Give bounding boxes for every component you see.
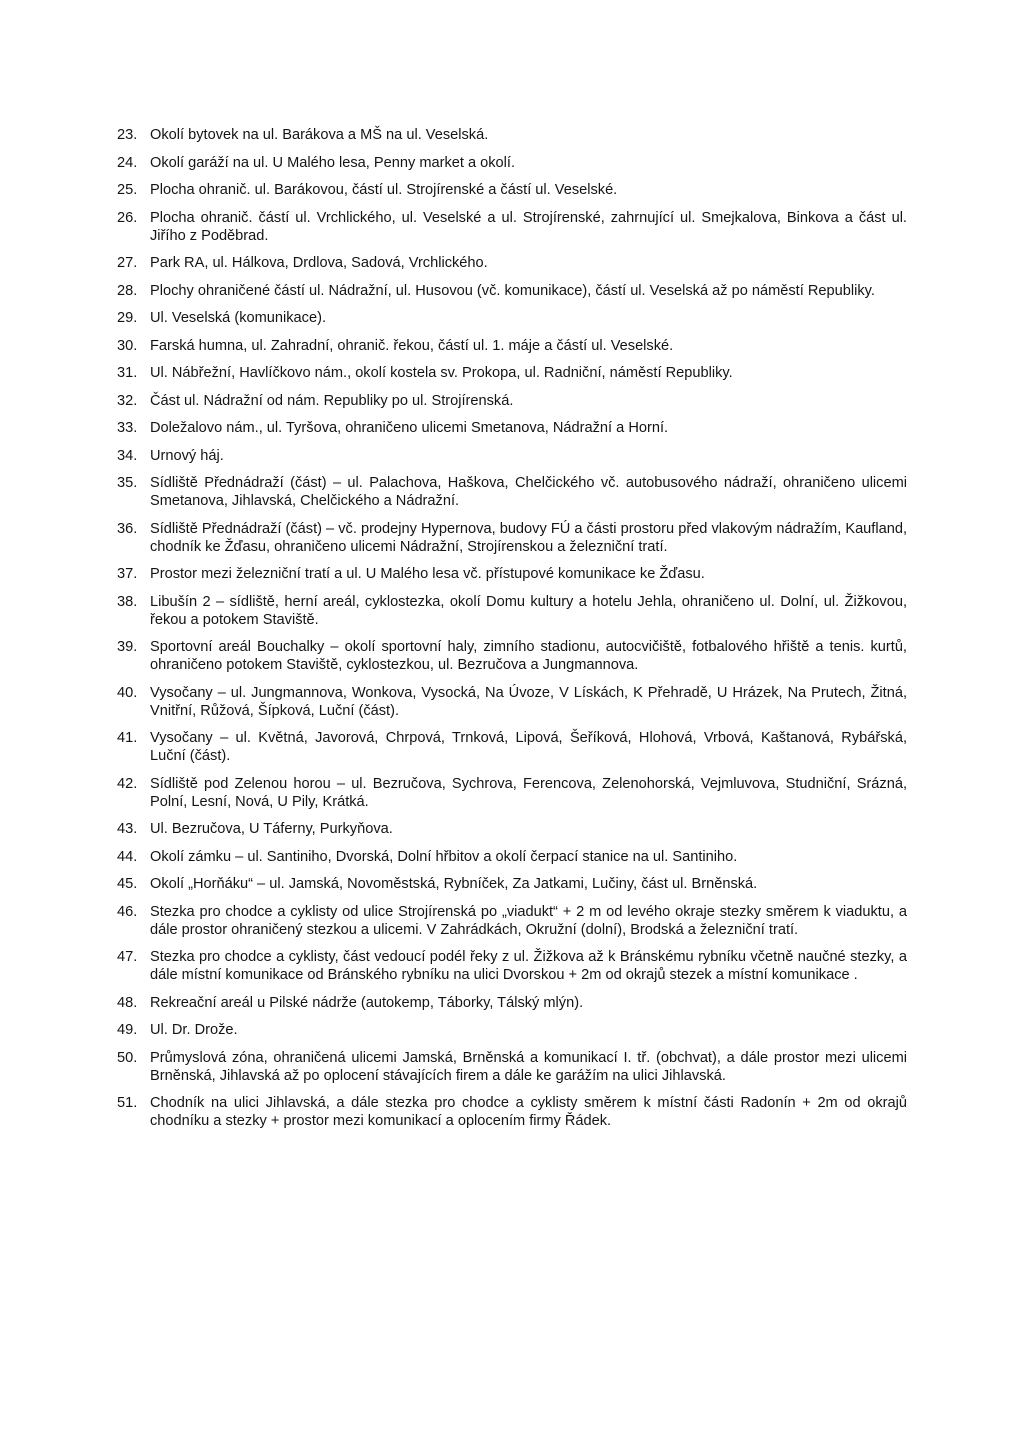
item-number: 38. — [117, 593, 138, 610]
item-number: 48. — [117, 994, 138, 1011]
item-number: 24. — [117, 154, 138, 171]
list-item — [117, 126, 907, 144]
list-item — [117, 994, 907, 1012]
item-number: 35. — [117, 475, 138, 491]
item-text: Ul. Bezručova, U Táferny, Purkyňova. — [150, 821, 393, 837]
item-text: Vysočany – ul. Květná, Javorová, Chrpová, Trnková, Lipová, Šeříková, Hlohová, Vrbová, Kaštanová, Rybářská, Luční (část). — [150, 730, 907, 764]
item-text: Sídliště pod Zelenou horou – ul. Bezručova, Sychrova, Ferencova, Zelenohorská, Vejmluvova, Studniční, Srázná, Polní, Lesní, Nová, U Pily, Krátká. — [150, 775, 907, 810]
item-text: Okolí „Horňáku“ – ul. Jamská, Novoměstská, Rybníček, Za Jatkami, Lučiny, část ul. Brněnská. — [150, 876, 758, 892]
item-text: Prostor mezi železniční tratí a ul. U Malého lesa vč. přístupové komunikace ke Žďasu. — [150, 566, 705, 582]
list-item — [117, 254, 907, 272]
list-item — [117, 729, 907, 765]
list-item — [117, 948, 907, 984]
item-text: Okolí garáží na ul. U Malého lesa, Penny market a okolí. — [150, 154, 516, 171]
item-text: Ul. Nábřežní, Havlíčkovo nám., okolí kostela sv. Prokopa, ul. Radniční, náměstí Republiky. — [150, 365, 733, 381]
list-item — [117, 337, 907, 355]
item-text: Plochy ohraničené částí ul. Nádražní, ul. Husovou (vč. komunikace), částí ul. Veselská až po náměstí Republiky. — [150, 282, 875, 299]
list-item — [117, 309, 907, 327]
item-text: Plocha ohranič. částí ul. Vrchlického, ul. Veselské a ul. Strojírenské, zahrnující ul. Smejkalova, Binkova a část ul. Jiřího z Poděbrad. — [150, 209, 907, 244]
item-number: 33. — [117, 420, 138, 436]
item-number: 49. — [117, 1022, 138, 1038]
item-number: 44. — [117, 848, 138, 865]
item-number: 31. — [117, 365, 138, 381]
item-number: 47. — [117, 949, 138, 965]
list-item — [117, 875, 907, 893]
item-number: 41. — [117, 730, 138, 746]
item-text: Vysočany – ul. Jungmannova, Wonkova, Vysocká, Na Úvoze, V Lískách, K Přehradě, U Hrázek, Na Prutech, Žitná, Vnitřní, Růžová, Šípková, Luční (část). — [150, 684, 907, 719]
item-number: 46. — [117, 903, 138, 920]
item-number: 28. — [117, 282, 138, 299]
item-number: 40. — [117, 684, 138, 701]
list-item — [117, 154, 907, 172]
list-item — [117, 447, 907, 465]
list-item — [117, 1094, 907, 1130]
list-item — [117, 364, 907, 382]
list-item — [117, 209, 907, 245]
item-number: 37. — [117, 566, 138, 582]
item-number: 27. — [117, 255, 138, 271]
list-item — [117, 520, 907, 556]
list-item — [117, 474, 907, 510]
item-text: Urnový háj. — [150, 447, 224, 464]
item-number: 23. — [117, 127, 138, 143]
item-text: Park RA, ul. Hálkova, Drdlova, Sadová, Vrchlického. — [150, 255, 488, 271]
item-number: 30. — [117, 337, 138, 354]
list-item — [117, 565, 907, 583]
item-text: Sídliště Přednádraží (část) – ul. Palachova, Haškova, Chelčického vč. autobusového nádraží, ohraničeno ulicemi Smetanova, Jihlavská, Chelčického a Nádražní. — [150, 475, 907, 509]
item-number: 42. — [117, 775, 138, 792]
item-number: 50. — [117, 1049, 138, 1066]
item-number: 32. — [117, 392, 138, 409]
item-number: 25. — [117, 182, 138, 198]
list-item — [117, 820, 907, 838]
item-number: 45. — [117, 876, 138, 892]
list-item — [117, 282, 907, 300]
item-text: Okolí bytovek na ul. Barákova a MŠ na ul. Veselská. — [150, 127, 489, 143]
item-number: 43. — [117, 821, 138, 837]
item-text: Rekreační areál u Pilské nádrže (autokemp, Táborky, Tálský mlýn). — [150, 994, 584, 1011]
list-item — [117, 1021, 907, 1039]
list-item — [117, 684, 907, 720]
item-text: Doležalovo nám., ul. Tyršova, ohraničeno ulicemi Smetanova, Nádražní a Horní. — [150, 420, 669, 436]
item-text: Stezka pro chodce a cyklisty od ulice Strojírenská po „viadukt“ + 2 m od levého okraje stezky směrem k viaduktu, a dále prostor ohraničený stezkou a ulicemi. V Zahrádkách, Okružní (dolní), Brodská a železniční tratí. — [150, 903, 907, 938]
item-text: Sportovní areál Bouchalky – okolí sportovní haly, zimního stadionu, autocvičiště, fotbalového hřiště a tenis. kurtů, ohraničeno potokem Staviště, cyklostezkou, ul. Bezručova a Jungmannova. — [150, 639, 907, 673]
item-number: 36. — [117, 520, 138, 537]
item-text: Ul. Dr. Drože. — [150, 1022, 238, 1038]
list-item — [117, 775, 907, 811]
item-text: Ul. Veselská (komunikace). — [150, 310, 327, 326]
item-text: Chodník na ulici Jihlavská, a dále stezka pro chodce a cyklisty směrem k místní části Radonín + 2m od okrajů chodníku a stezky + prostor mezi komunikací a oplocením firmy Řádek. — [150, 1095, 907, 1129]
item-text: Sídliště Přednádraží (část) – vč. prodejny Hypernova, budovy FÚ a části prostoru před vlakovým nádražím, Kaufland, chodník ke Žďasu, ohraničeno ulicemi Nádražní, Strojírenskou a železniční tratí. — [150, 520, 907, 555]
item-text: Farská humna, ul. Zahradní, ohranič. řekou, částí ul. 1. máje a částí ul. Veselské. — [150, 337, 674, 354]
item-text: Část ul. Nádražní od nám. Republiky po ul. Strojírenská. — [150, 392, 514, 409]
item-text: Stezka pro chodce a cyklisty, část vedoucí podél řeky z ul. Žižkova až k Bránskému rybníku včetně naučné stezky, a dále místní komunikace od Bránského rybníku na ulici Dvorskou + 2m od okrajů stezek a místní komunikace . — [150, 949, 907, 983]
list-item — [117, 593, 907, 629]
item-number: 39. — [117, 639, 138, 655]
list-item — [117, 392, 907, 410]
item-number: 26. — [117, 209, 138, 226]
location-list — [117, 126, 907, 1140]
item-text: Plocha ohranič. ul. Barákovou, částí ul. Strojírenské a částí ul. Veselské. — [150, 182, 618, 198]
item-text: Průmyslová zóna, ohraničená ulicemi Jamská, Brněnská a komunikací I. tř. (obchvat), a dále prostor mezi ulicemi Brněnská, Jihlavská až po oplocení stávajících firem a dále ke garážím na ulici Jihlavská. — [150, 1049, 907, 1084]
list-item — [117, 419, 907, 437]
item-text: Libušín 2 – sídliště, herní areál, cyklostezka, okolí Domu kultury a hotelu Jehla, ohraničeno ul. Dolní, ul. Žižkovou, řekou a potokem Staviště. — [150, 593, 907, 628]
list-item — [117, 903, 907, 939]
item-number: 51. — [117, 1095, 138, 1111]
list-item — [117, 1049, 907, 1085]
list-item — [117, 638, 907, 674]
item-number: 34. — [117, 447, 138, 464]
item-number: 29. — [117, 310, 138, 326]
list-item — [117, 181, 907, 199]
list-item — [117, 848, 907, 866]
item-text: Okolí zámku – ul. Santiniho, Dvorská, Dolní hřbitov a okolí čerpací stanice na ul. Santiniho. — [150, 848, 738, 865]
